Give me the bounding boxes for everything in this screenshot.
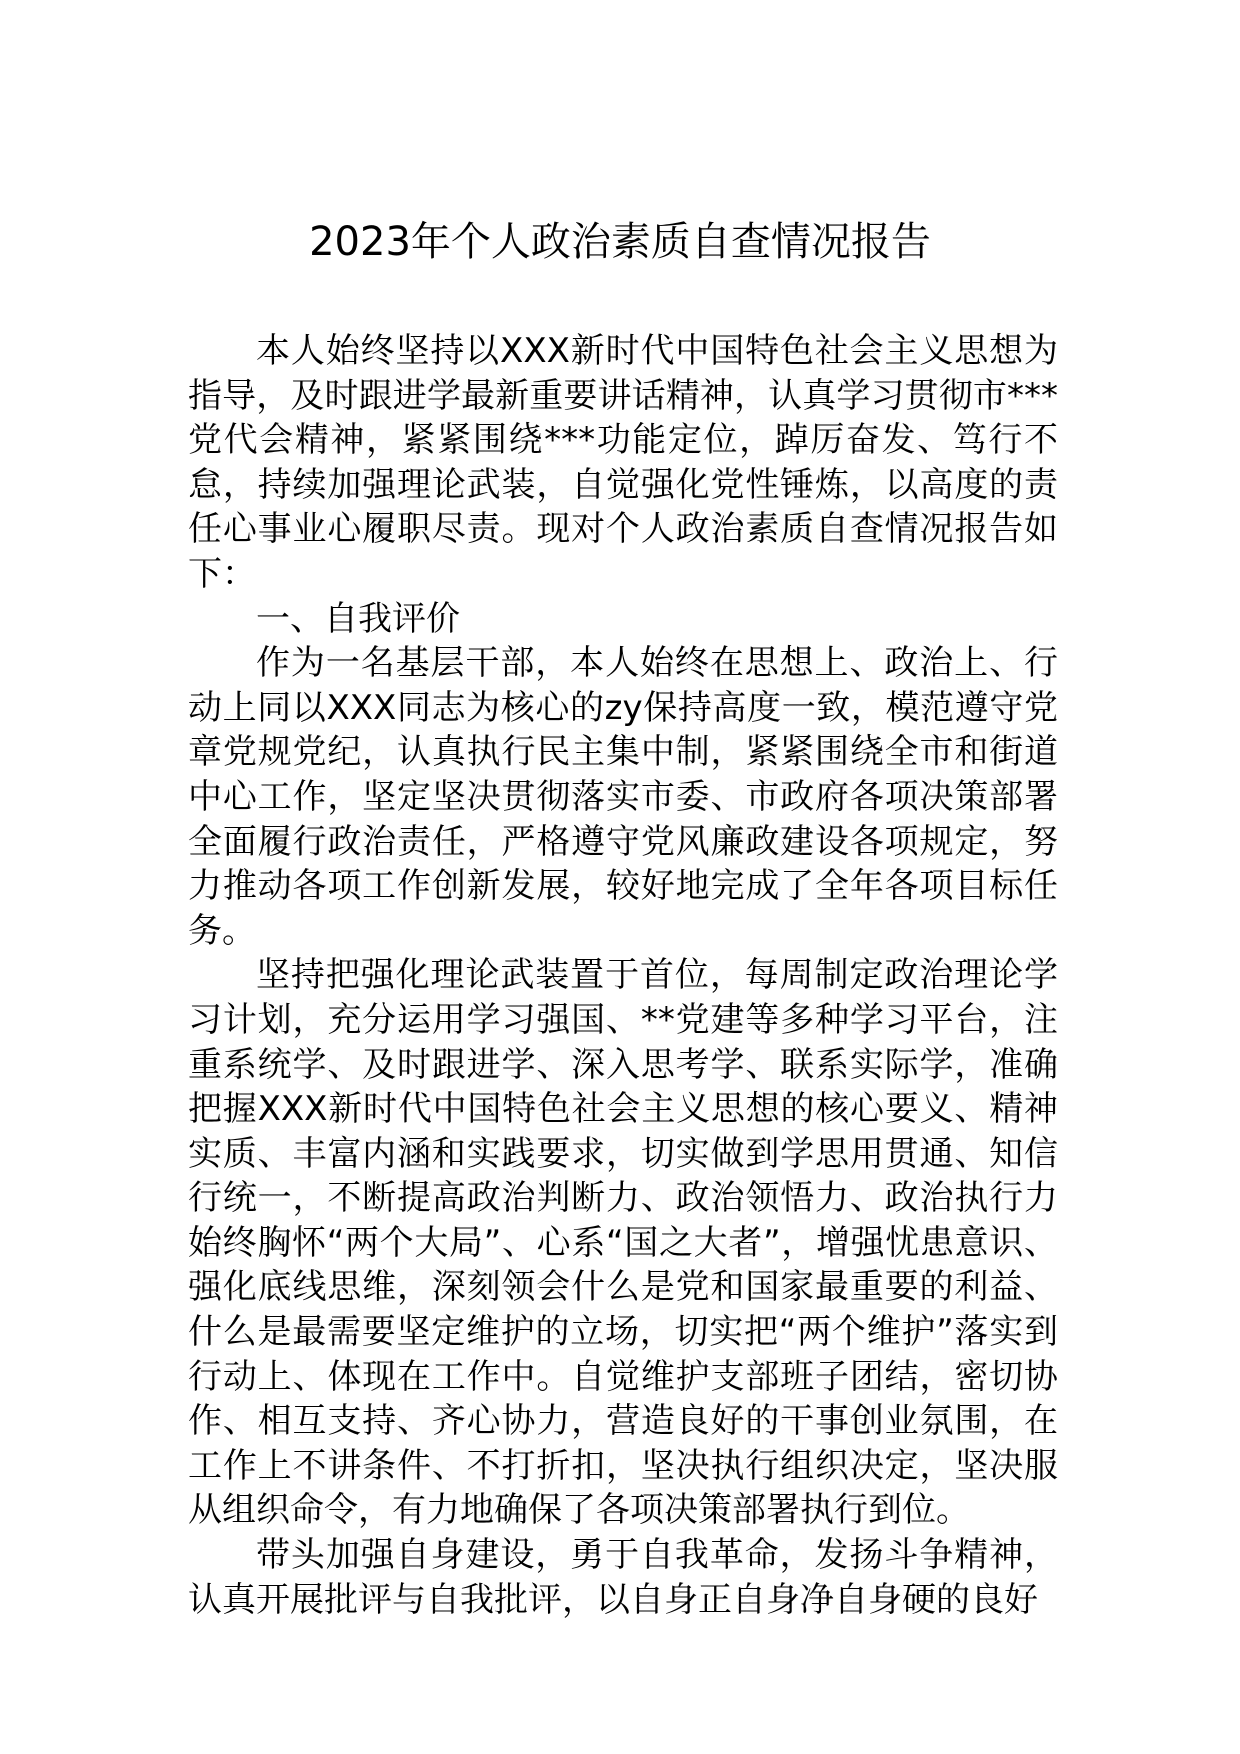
- paragraph-1: 作为一名基层干部，本人始终在思想上、政治上、行动上同以XXX同志为核心的zy保持高度一致，模范遵守党章党规党纪，认真执行民主集中制，紧紧围绕全市和街道中心工作，坚定坚决贯彻落实市委、市政府各项决策部署全面履行政治责任，严格遵守党风廉政建设各项规定，努力推动各项工作创新发展，较好地完成了全年各项目标任务。: [188, 643, 1058, 951]
- document-body: [188, 329, 1058, 1622]
- section-heading-self-evaluation: 一、自我评价: [256, 598, 460, 639]
- paragraph-2: 坚持把强化理论武装置于首位，每周制定政治理论学习计划，充分运用学习强国、**党建等多种学习平台，注重系统学、及时跟进学、深入思考学、联系实际学，准确把握XXX新时代中国特色社会主义思想的核心要义、精神实质、丰富内涵和实践要求，切实做到学思用贯通、知信行统一，不断提高政治判断力、政治领悟力、政治执行力始终胸怀“两个大局”、心系“国之大者”，增强忧患意识、强化底线思维，深刻领会什么是党和国家最重要的利益、什么是最需要坚定维护的立场，切实把“两个维护”落实到行动上、体现在工作中。自觉维护支部班子团结，密切协作、相互支持、齐心协力，营造良好的干事创业氛围，在工作上不讲条件、不打折扣，坚决执行组织决定，坚决服从组织命令，有力地确保了各项决策部署执行到位。: [188, 955, 1058, 1531]
- document-title: 2023年个人政治素质自查情况报告: [309, 219, 931, 265]
- paragraph-3: 带头加强自身建设，勇于自我革命，发扬斗争精神，认真开展批评与自我批评，以自身正自身净自身硬的良好: [188, 1535, 1058, 1620]
- intro-paragraph: 本人始终坚持以XXX新时代中国特色社会主义思想为指导，及时跟进学最新重要讲话精神，认真学习贯彻市***党代会精神，紧紧围绕***功能定位，踔厉奋发、笃行不怠，持续加强理论武装，自觉强化党性锤炼，以高度的责任心事业心履职尽责。现对个人政治素质自查情况报告如下：: [188, 331, 1058, 594]
